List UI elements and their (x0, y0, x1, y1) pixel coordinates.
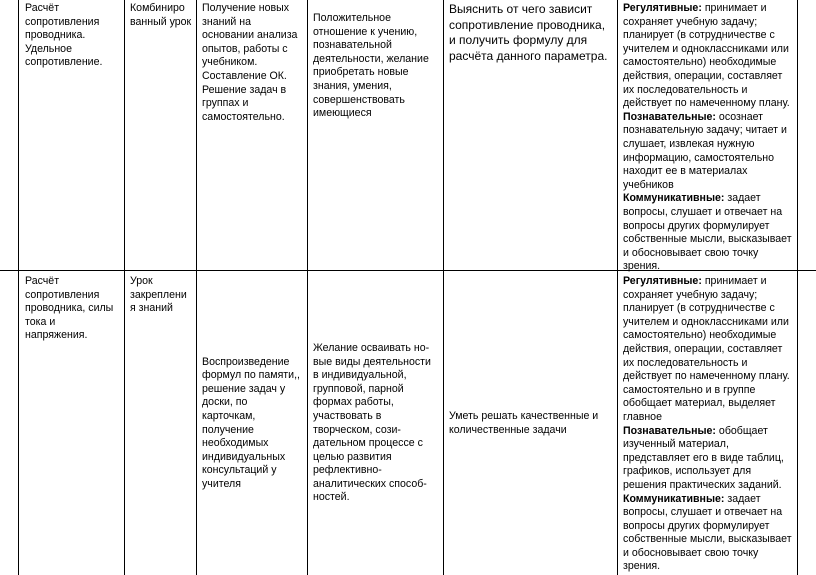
column-divider (124, 0, 125, 575)
subject-results-cell: Выяснить от чего зависит сопротивление проводника, и получить формулу для расчёта данного параметра. (449, 2, 608, 63)
regulative-text: принимает и сохраняет учебную задачу; планирует (в сотрудничестве с учителем и одноклассниками или самостоятельно) необходимые действия, операции, составляет их последовательность и действует по намеченному плану. самостоятельно и в группе обобщает материал, выделяет главное (623, 275, 790, 423)
cognitive-text: осознает познавательную задачу; читает и слушает, извлекая нужную информацию, самостоятельно находит ее в материалах учебников (623, 110, 787, 191)
cognitive-label: Познавательные: (623, 110, 716, 123)
topic-cell: Расчёт сопротивления проводника. Удельное сопротивление. (25, 2, 103, 69)
personal-results-cell (313, 272, 439, 575)
activity-text: Воспроизведение формул по памяти,, решение задач у доски, по карточкам, получение необходимых индивидуальных консультаций у учителя (202, 355, 300, 490)
uud-cell (623, 275, 795, 574)
column-divider (307, 0, 308, 575)
activity-cell: Получение новых знаний на основании анализа опытов, работы с учебником. Составление ОК. Решение задач в группах и самостоятельно. (202, 2, 298, 123)
regulative-label: Регулятивные: (623, 275, 702, 287)
column-divider (617, 0, 618, 575)
regulative-label: Регулятивные: (623, 2, 702, 14)
communicative-label: Коммуникативные: (623, 192, 725, 205)
personal-results-cell: Положительное отношение к учению, познавательной деятельности, желание приобретать новые знания, умения, совершенствовать имеющиеся (313, 12, 429, 120)
table-border-left (18, 0, 19, 575)
communicative-label: Коммуникативные: (623, 492, 725, 505)
communicative-text: задает вопросы, слушает и отвечает на вопросы других формулирует собственные мысли, высказывает и обосновывает свою точку зрения. (623, 192, 792, 273)
communicative-text: задает вопросы, слушает и отвечает на вопросы других формулирует собственные мысли, высказывает и обосновывает свою точку зрения. (623, 492, 792, 573)
lesson-type-cell: Урок закреплени я знаний (130, 275, 187, 315)
column-divider (443, 0, 444, 575)
subject-results-text: Уметь решать качественные и количественные задачи (449, 409, 599, 436)
lesson-type-cell: Комбиниро ванный урок (130, 2, 192, 28)
uud-cell (623, 2, 795, 274)
regulative-text: принимает и сохраняет учебную задачу; планирует (в сотрудничестве с учителем и одноклассниками или самостоятельно) необходимые действия, операции, составляет их последовательность и действует по намеченному плану. (623, 2, 790, 110)
subject-results-cell (449, 272, 615, 575)
personal-results-text: Желание осваивать но-вые виды деятельности в индивидуальной, групповой, парной формах работы, участвовать в творческом, сози-дательном процессе с целью развития рефлективно-аналитических способ-ностей. (313, 341, 431, 504)
cognitive-label: Познавательные: (623, 424, 716, 437)
cognitive-text: обобщает изученный материал, представляет его в виде таблиц, графиков, использует для решения практических заданий. (623, 424, 784, 491)
topic-cell: Расчёт сопротивления проводника, силы тока и напряжения. (25, 275, 114, 342)
column-divider (797, 0, 798, 575)
column-divider (196, 0, 197, 575)
activity-cell (202, 272, 302, 575)
